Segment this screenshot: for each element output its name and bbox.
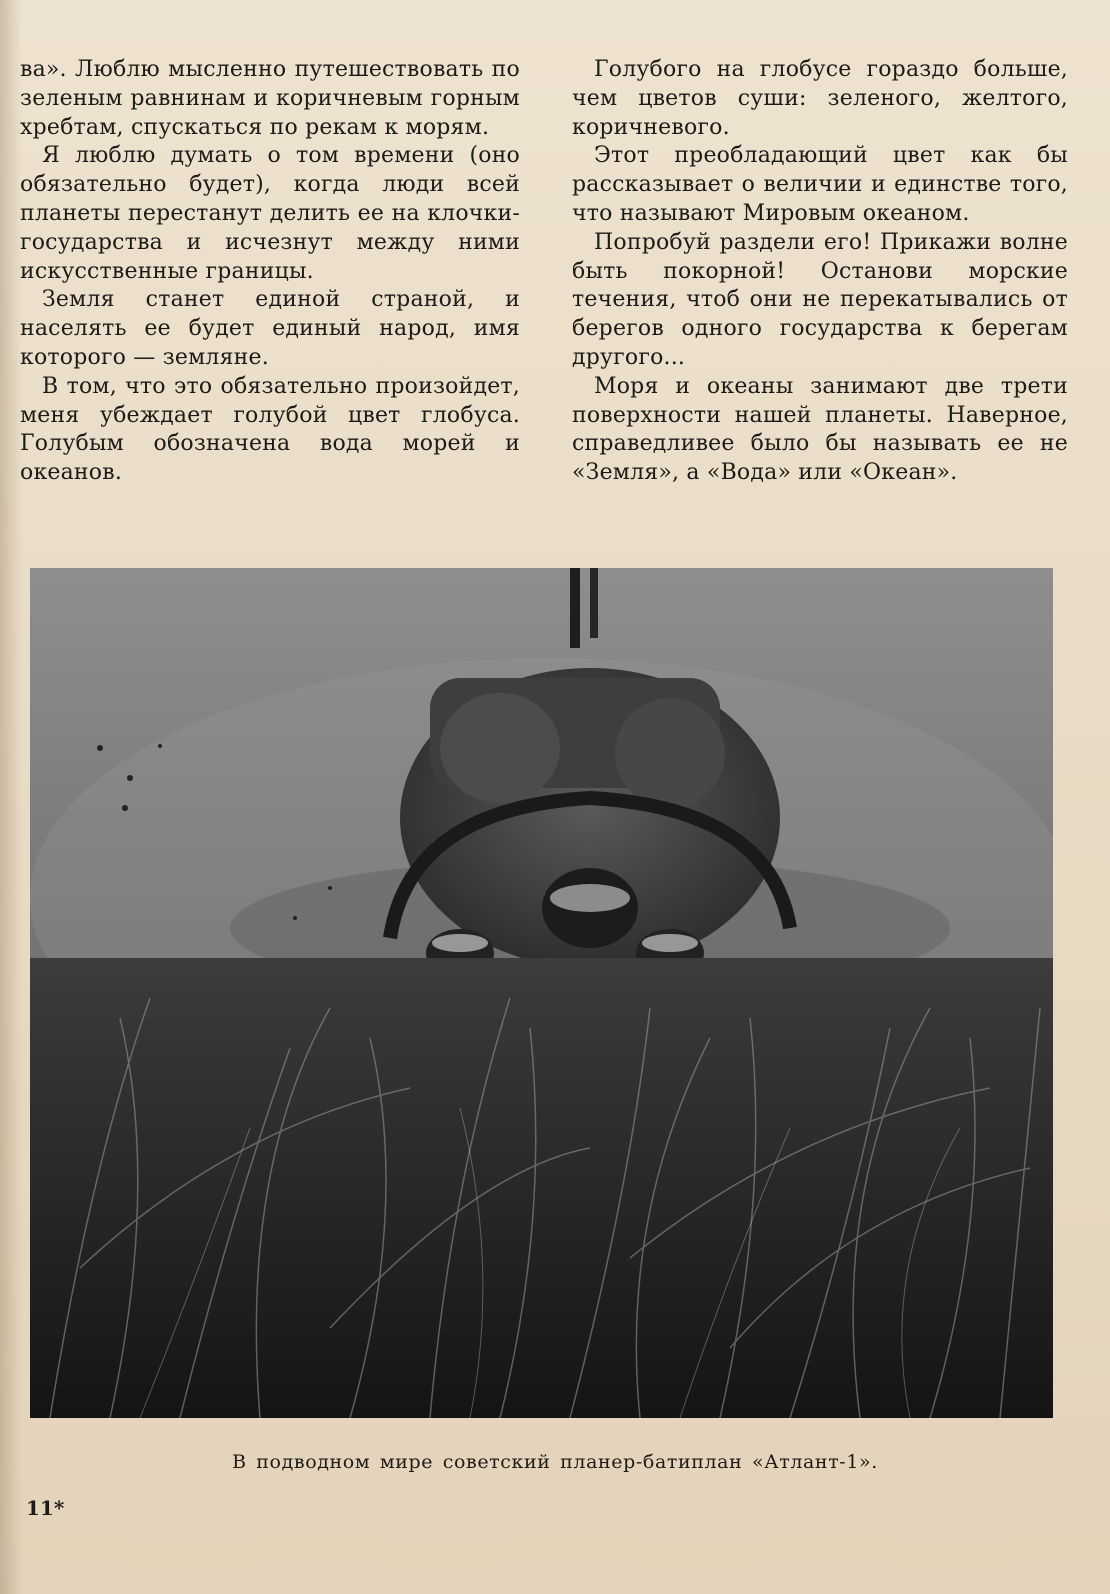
paragraph: В том, что это обязательно произойдет, меня убеждает голубой цвет глобуса. Голубым обозначена вода морей и океанов. <box>20 373 520 486</box>
bathyplane-photo <box>30 568 1053 1418</box>
paragraph: Моря и океаны занимают две трети поверхности нашей планеты. Наверное, справедливее было бы называть ее не «Земля», а «Вода» или «Океан». <box>572 373 1068 486</box>
paragraph: ва». Люблю мысленно путешествовать по зеленым равнинам и коричневым горным хребтам, спускаться по рекам к морям. <box>20 57 520 140</box>
paragraph: Голубого на глобусе гораздо больше, чем цветов суши: зеленого, желтого, коричневого. <box>572 57 1068 140</box>
photo-caption: В подводном мире советский планер-батиплан «Атлант-1». <box>232 1451 878 1473</box>
paragraph: Попробуй раздели его! Прикажи волне быть покорной! Останови морские течения, чтоб они не перекатывались от берегов одного государства к берегам другого... <box>572 229 1068 370</box>
paragraph: Этот преобладающий цвет как бы рассказывает о величии и единстве того, что называют Мировым океаном. <box>572 143 1068 226</box>
paragraph: Я люблю думать о том времени (оно обязательно будет), когда люди всей планеты перестанут делить ее на клочки-государства и исчезнут между ними искусственные границы. <box>20 143 520 284</box>
paragraph: Земля станет единой страной, и населять ее будет единый народ, имя которого — земляне. <box>20 287 520 370</box>
right-text-column <box>572 56 1068 488</box>
page-number: 11* <box>26 1496 65 1520</box>
left-text-column <box>20 56 520 488</box>
underwater-glider-bathyplane-icon <box>30 568 1053 1418</box>
